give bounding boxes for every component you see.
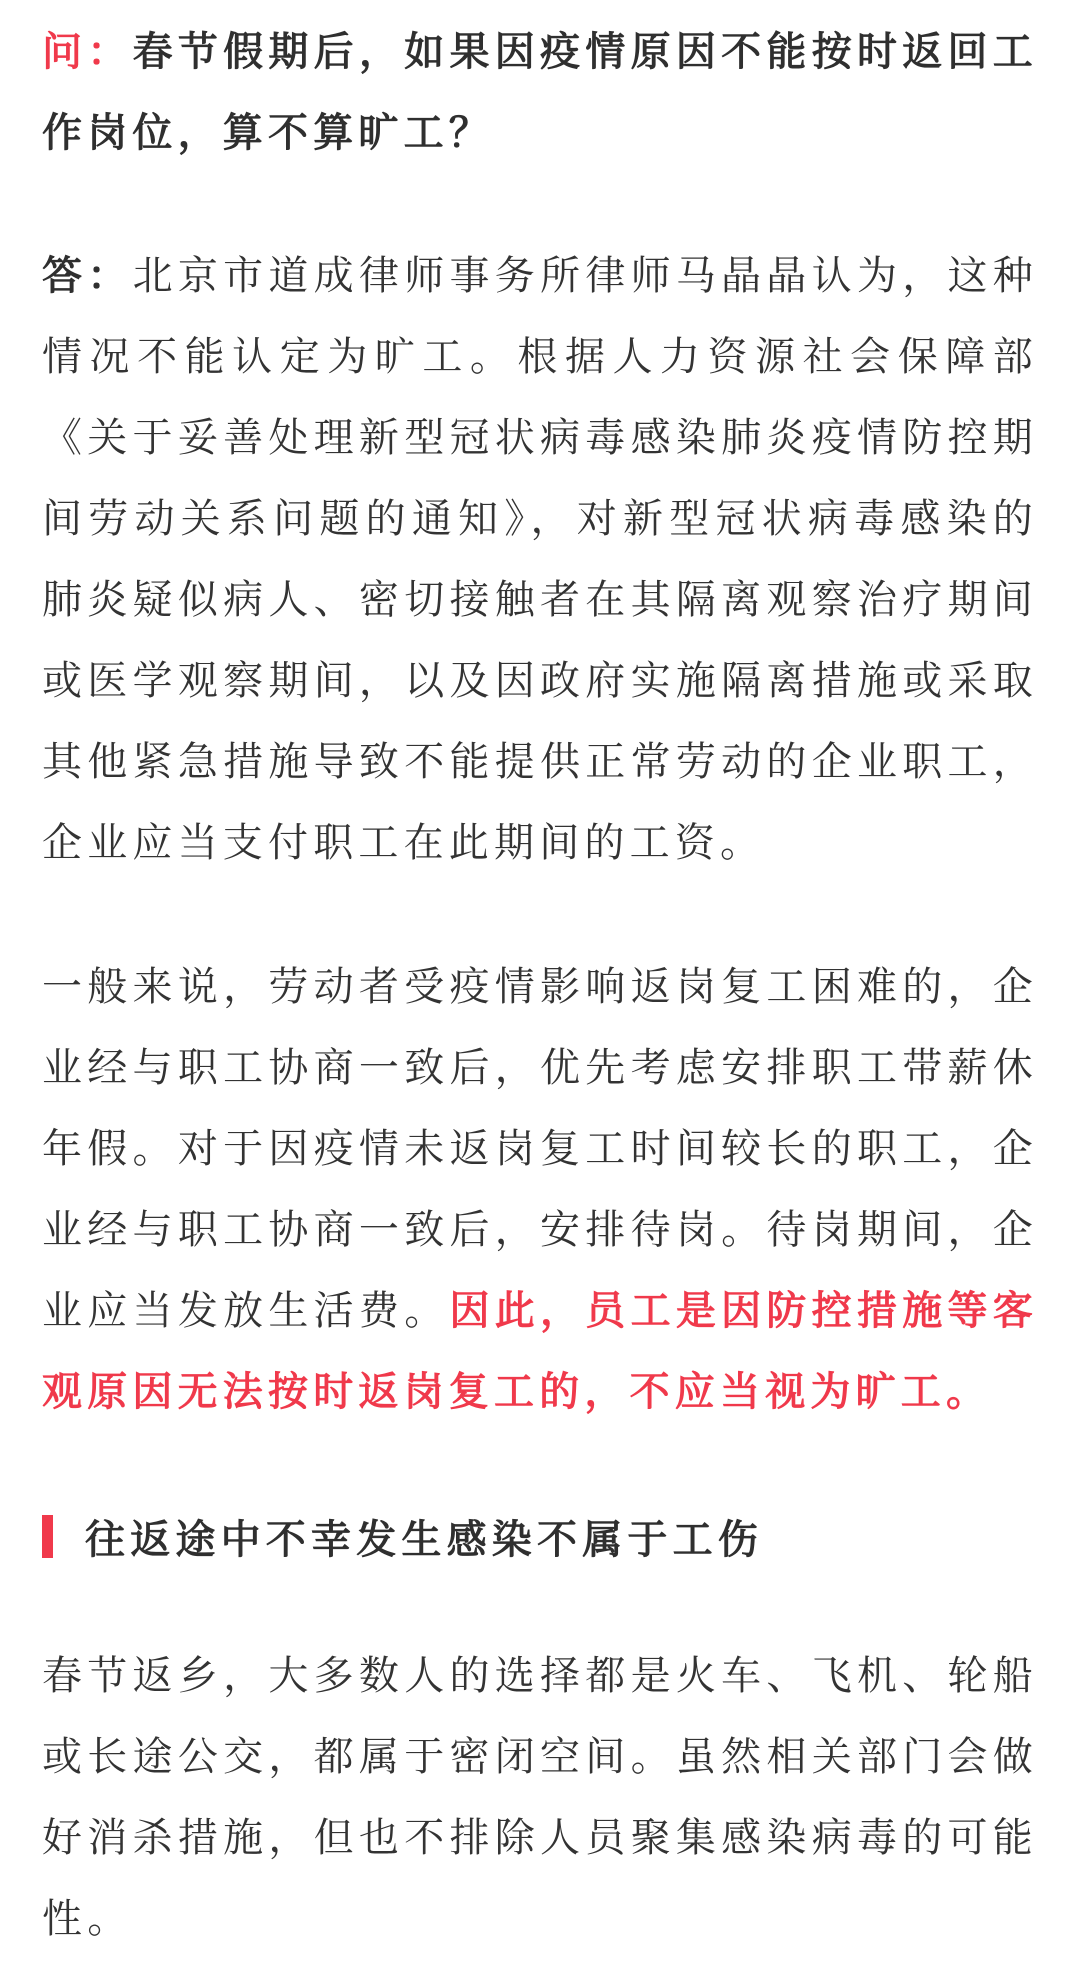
- paragraph-2-text: 一般来说，劳动者受疫情影响返岗复工困难的，企业经与职工协商一致后，优先考虑安排职工带薪休年假。对于因疫情未返岗复工时间较长的职工，企业经与职工协商一致后，安排待岗。待岗期间，企业应当发放生活费。: [42, 964, 1038, 1334]
- answer-text: 北京市道成律师事务所律师马晶晶认为，这种情况不能认定为旷工。根据人力资源社会保障部《关于妥善处理新型冠状病毒感染肺炎疫情防控期间劳动关系问题的通知》，对新型冠状病毒感染的肺炎疑似病人、密切接触者在其隔离观察治疗期间或医学观察期间，以及因政府实施隔离措施或采取其他紧急措施导致不能提供正常劳动的企业职工，企业应当支付职工在此期间的工资。: [42, 253, 1039, 866]
- highlighted-conclusion: 因此，员工是因防控措施等客观原因无法按时返岗复工的，不应当视为旷工。: [42, 1288, 1038, 1415]
- question-text: 春节假期后，如果因疫情原因不能按时返回工作岗位，算不算旷工？: [42, 29, 1039, 156]
- section-heading-accent-bar: [42, 1515, 53, 1558]
- question-label: 问：: [42, 29, 133, 75]
- question-paragraph: [42, 12, 1038, 174]
- body-paragraph-3: [42, 1636, 1038, 1960]
- paragraph-3-text: 春节返乡，大多数人的选择都是火车、飞机、轮船或长途公交，都属于密闭空间。虽然相关部门会做好消杀措施，但也不排除人员聚集感染病毒的可能性。: [42, 1653, 1038, 1942]
- answer-paragraph: [42, 236, 1038, 884]
- section-heading-text: 往返途中不幸发生感染不属于工伤: [85, 1516, 763, 1563]
- section-heading: [42, 1506, 763, 1566]
- body-paragraph-2: [42, 947, 1038, 1433]
- answer-label: 答：: [42, 253, 133, 299]
